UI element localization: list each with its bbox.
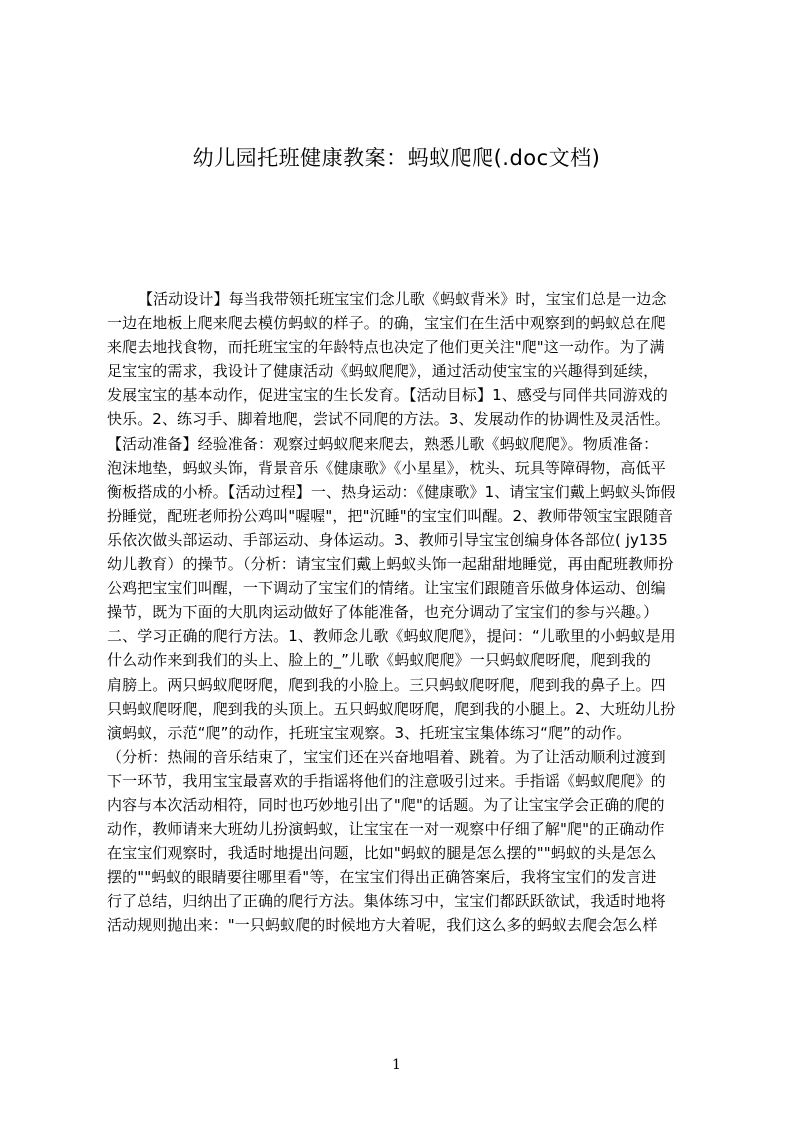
- text-line: 肩膀上。两只蚂蚁爬呀爬，爬到我的小脸上。三只蚂蚁爬呀爬，爬到我的鼻子上。四: [107, 675, 666, 694]
- text-line: 泡沫地垫，蚂蚁头饰，背景音乐《健康歌》《小星星》，枕头、玩具等障碍物，高低平: [107, 458, 666, 477]
- text-line: 什么动作来到我们的头上、脸上的_”儿歌《蚂蚁爬爬》一只蚂蚁爬呀爬，爬到我的: [107, 651, 651, 670]
- text-line: 足宝宝的需求，我设计了健康活动《蚂蚁爬爬》，通过活动使宝宝的兴趣得到延续，: [107, 362, 659, 381]
- text-line: 下一环节，我用宝宝最喜欢的手指谣将他们的注意吸引过来。手指谣《蚂蚁爬爬》的: [107, 771, 666, 790]
- text-line: 【活动准备】经验准备：观察过蚂蚁爬来爬去，熟悉儿歌《蚂蚁爬爬》。物质准备：: [107, 434, 659, 453]
- text-line: 发展宝宝的基本动作，促进宝宝的生长发育。【活动目标】1、感受与同伴共同游戏的: [107, 386, 668, 405]
- text-line: 在宝宝们观察时，我适时地提出问题，比如"蚂蚁的腿是怎么摆的""蚂蚁的头是怎么: [107, 844, 657, 863]
- text-line: 衡板搭成的小桥。【活动过程】一、热身运动：《健康歌》1、请宝宝们戴上蚂蚁头饰假: [107, 482, 676, 501]
- page-number: 1: [392, 1057, 401, 1073]
- text-line: 行了总结，归纳出了正确的爬行方法。集体练习中，宝宝们都跃跃欲试，我适时地将: [107, 892, 666, 911]
- text-line: 动作，教师请来大班幼儿扮演蚂蚁，让宝宝在一对一观察中仔细了解"爬"的正确动作: [107, 820, 665, 839]
- text-line: （分析：热闹的音乐结束了，宝宝们还在兴奋地唱着、跳着。为了让活动顺利过渡到: [107, 747, 666, 766]
- text-line: 二、学习正确的爬行方法。1、教师念儿歌《蚂蚁爬爬》，提问：“儿歌里的小蚂蚁是用: [107, 627, 676, 646]
- text-line: 活动规则抛出来："一只蚂蚁爬的时候地方大着呢，我们这么多的蚂蚁去爬会怎么样: [107, 916, 658, 935]
- text-line: 乐依次做头部运动、手部运动、身体运动。3、教师引导宝宝创编身体各部位( jy135: [107, 530, 668, 549]
- text-line: 公鸡把宝宝们叫醒，一下调动了宝宝们的情绪。让宝宝们跟随音乐做身体运动、创编: [107, 579, 666, 598]
- page-title: 幼儿园托班健康教案：蚂蚁爬爬(.doc文档): [192, 146, 601, 170]
- text-line: 幼儿教育）的操节。（分析：请宝宝们戴上蚂蚁头饰一起甜甜地睡觉，再由配班教师扮: [107, 555, 674, 574]
- text-line: 内容与本次活动相符，同时也巧妙地引出了"爬"的话题。为了让宝宝学会正确的爬的: [107, 795, 665, 814]
- text-line: 一边在地板上爬来爬去模仿蚂蚁的样子。的确，宝宝们在生活中观察到的蚂蚁总在爬: [107, 314, 666, 333]
- text-line: 摆的""蚂蚁的眼睛要往哪里看"等，在宝宝们得出正确答案后，我将宝宝们的发言进: [107, 868, 657, 887]
- body-text: [107, 287, 703, 1007]
- text-line: 演蚂蚁，示范“爬”的动作，托班宝宝观察。3、托班宝宝集体练习“爬”的动作。: [107, 723, 632, 742]
- text-line: 来爬去地找食物，而托班宝宝的年龄特点也决定了他们更关注"爬"这一动作。为了满: [107, 338, 665, 357]
- text-line: 【活动设计】每当我带领托班宝宝们念儿歌《蚂蚁背米》时，宝宝们总是一边念: [138, 290, 667, 308]
- text-line: 扮睡觉，配班老师扮公鸡叫"喔喔"，把"沉睡"的宝宝们叫醒。2、教师带领宝宝跟随音: [107, 506, 674, 525]
- text-line: 操节，既为下面的大肌肉运动做好了体能准备，也充分调动了宝宝们的参与兴趣。）: [107, 603, 659, 622]
- text-line: 快乐。2、练习手、脚着地爬，尝试不同爬的方法。3、发展动作的协调性及灵活性。: [107, 410, 670, 429]
- text-line: 只蚂蚁爬呀爬，爬到我的头顶上。五只蚂蚁爬呀爬，爬到我的小腿上。2、大班幼儿扮: [107, 699, 676, 718]
